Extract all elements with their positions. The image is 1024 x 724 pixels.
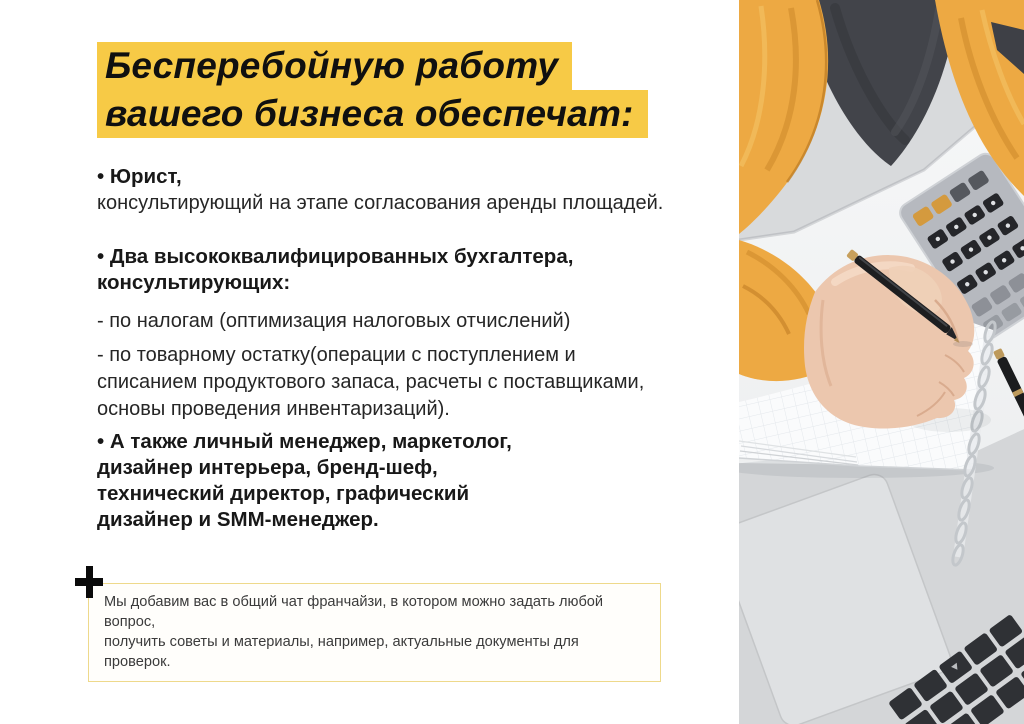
pen-tip-shadow <box>953 341 973 347</box>
note-line: Мы добавим вас в общий чат франчайзи, в котором можно задать любой вопрос, <box>104 594 604 630</box>
bullet-heading: • Два высококвалифицированных бухгалтера, <box>97 245 574 268</box>
title-line-1: Бесперебойную работу <box>97 42 572 90</box>
bullet-heading: • А также личный менеджер, маркетолог, <box>97 430 512 453</box>
bullet-line: - по налогам (оптимизация налоговых отчислений) <box>97 310 571 332</box>
title-line-2: вашего бизнеса обеспечат: <box>97 90 648 138</box>
slide-title <box>97 42 648 138</box>
note-line: получить советы и материалы, например, актуальные документы для проверок. <box>104 634 579 670</box>
bullet-heading: технический директор, графический <box>97 482 470 505</box>
bullet-line: - по товарному остатку(операции с поступлением и <box>97 344 576 366</box>
bullet-line: списанием продуктового запаса, расчеты с поставщиками, <box>97 371 645 393</box>
bullet-heading: • Юрист, <box>97 165 182 188</box>
bullet-item-lawyer <box>97 163 742 217</box>
bullet-line: основы проведения инвентаризаций). <box>97 398 450 420</box>
bullet-heading: дизайнер интерьера, бренд-шеф, <box>97 456 438 479</box>
bullet-line: консультирующий на этапе согласования аренды площадей. <box>97 192 664 214</box>
bullet-heading: консультирующих: <box>97 271 291 294</box>
bullet-item-team <box>97 429 742 533</box>
bullet-heading: дизайнер и SMM-менеджер. <box>97 508 379 531</box>
bullet-item-accountants <box>97 244 742 423</box>
note-box <box>88 583 661 682</box>
plus-icon <box>75 566 103 598</box>
photo-businesswoman-desk <box>739 0 1024 724</box>
